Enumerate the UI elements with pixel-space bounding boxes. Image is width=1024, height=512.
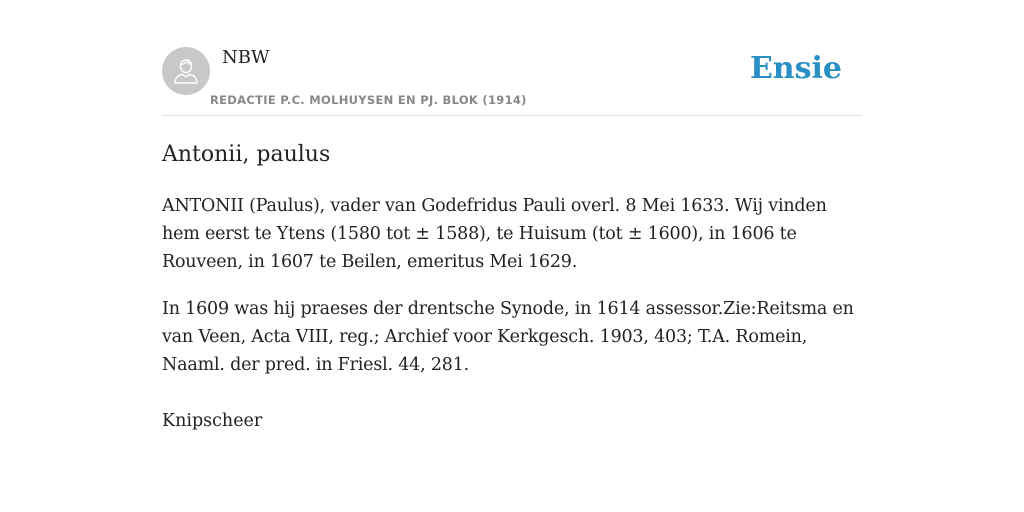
ensie-logo[interactable]: Ensie — [749, 51, 842, 86]
source-credit: REDACTIE P.C. MOLHUYSEN EN PJ. BLOK (1914) — [210, 93, 527, 107]
author-name[interactable]: NBW — [222, 47, 270, 68]
article-paragraph: In 1609 was hij praeses der drentsche Synode, in 1614 assessor.Zie:Reitsma en van Veen, Acta VIII, reg.; Archief voor Kerkgesch. 1903, 403; T.A. Romein, Naaml. der pred. in Friesl. 44, 281. — [162, 299, 854, 375]
article-title: Antonii, paulus — [162, 142, 331, 167]
article-body — [162, 192, 862, 398]
article-header — [162, 0, 862, 116]
article-signature: Knipscheer — [162, 411, 263, 431]
user-silhouette-icon — [171, 56, 201, 86]
article-paragraph: ANTONII (Paulus), vader van Godefridus Pauli overl. 8 Mei 1633. Wij vinden hem eerst te Ytens (1580 tot ± 1588), te Huisum (tot ± 1600), in 1606 te Rouveen, in 1607 te Beilen, emeritus Mei 1629. — [162, 196, 827, 272]
author-avatar[interactable] — [162, 47, 210, 95]
article-card — [162, 0, 862, 512]
